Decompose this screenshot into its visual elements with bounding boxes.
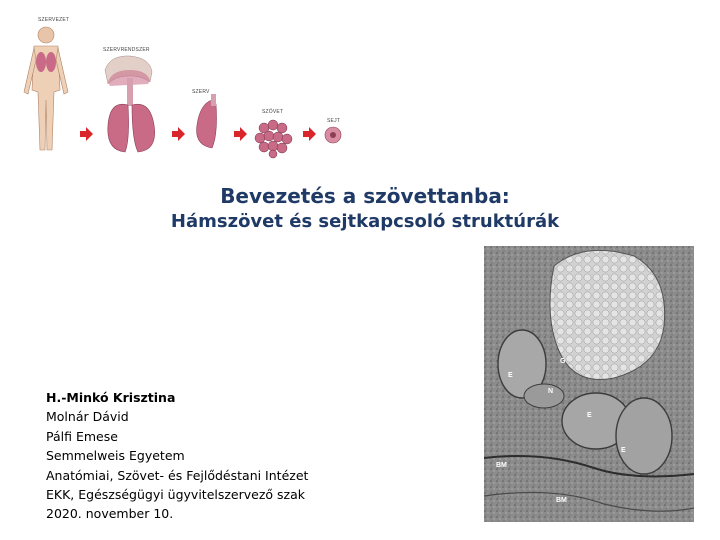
micrograph-label-goblet: G [560,358,566,365]
respiratory-system-illustration [105,56,155,152]
human-body-illustration [24,27,68,150]
micrograph-label-epithelium: E [587,412,592,419]
arrow-right-icon [80,127,93,141]
level-label-tissue: SZÖVET [262,109,284,115]
micrograph-label-epithelium: E [621,447,626,454]
micrograph-label-basement-membrane: BM [556,497,567,504]
level-label-cell: SEJT [327,118,341,124]
title-line-2: Hámszövet és sejtkapcsoló struktúrák [170,211,560,232]
author-info [46,388,308,524]
lung-illustration [197,94,217,148]
organization-levels-figure [0,0,360,170]
level-label-organism: SZERVEZET [38,17,70,23]
level-label-organ-system: SZERVRENDSZER [103,47,150,53]
institute-name: Anatómiai, Szövet- és Fejlődéstani Intézet [46,467,309,483]
author-name: Molnár Dávid [46,409,129,425]
tissue-illustration [255,120,292,158]
level-label-organ: SZERV [192,89,210,95]
micrograph-label-epithelium: E [508,372,513,379]
cell-illustration [325,127,341,143]
author-name: H.-Minkó Krisztina [46,390,176,405]
electron-micrograph [484,246,694,522]
arrow-right-icon [234,127,247,141]
micrograph-label-nucleus: N [548,388,554,395]
date: 2020. november 10. [46,506,174,522]
title-line-1: Bevezetés a szövettanba: [220,184,510,208]
slide-title [130,183,600,235]
course-name: EKK, Egészségügyi ügyvitelszervező szak [46,487,306,503]
arrow-right-icon [172,127,185,141]
arrow-right-icon [303,127,316,141]
university-name: Semmelweis Egyetem [46,448,185,464]
micrograph-label-basement-membrane: BM [496,462,507,469]
author-name: Pálfi Emese [46,428,118,444]
